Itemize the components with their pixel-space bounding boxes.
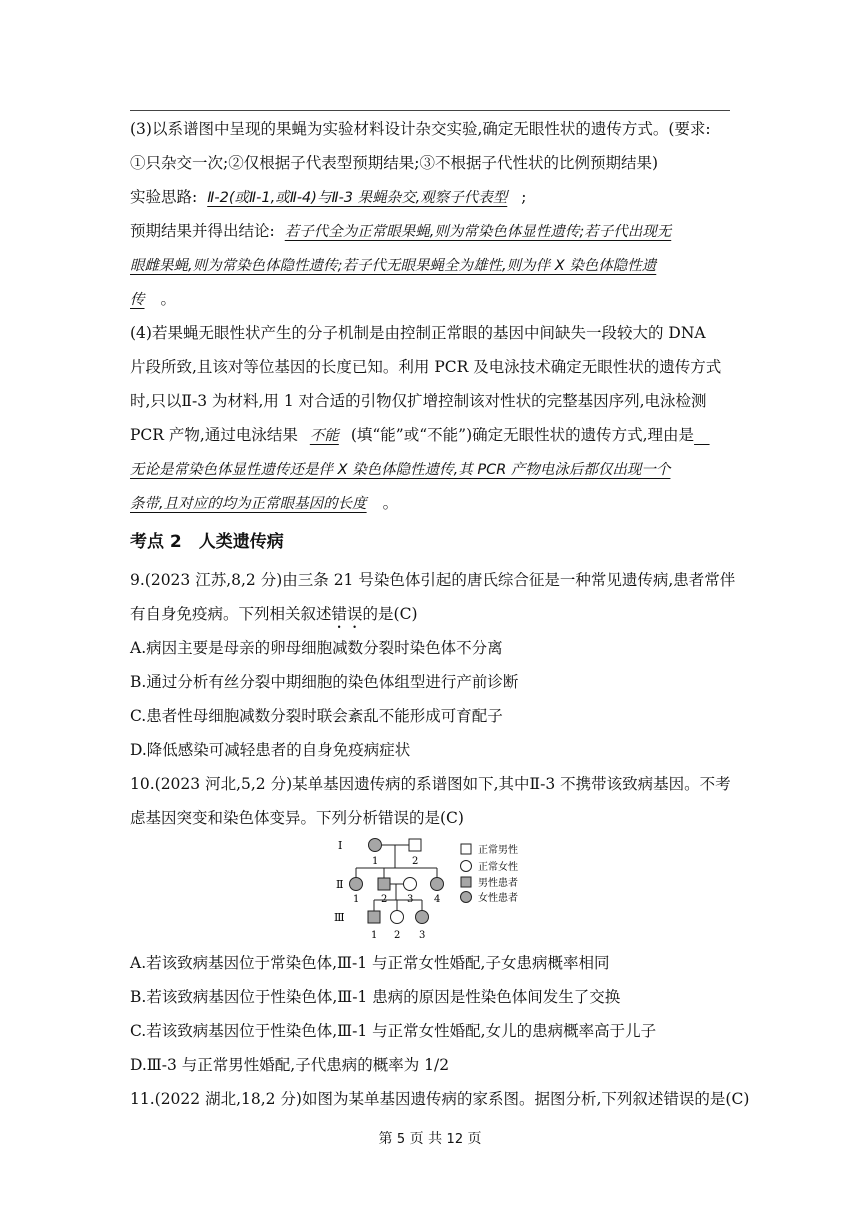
num-III1: 1 <box>371 930 378 941</box>
q4-reason-end: 。 <box>382 494 399 512</box>
q10-line2: 虑基因突变和染色体变异。下列分析错误的是(C) <box>130 809 464 827</box>
pedigree-I2-normal-male <box>409 839 421 851</box>
num-III2: 2 <box>394 930 401 941</box>
q10-option-a: A.若该致病基因位于常染色体,Ⅲ-1 与正常女性婚配,子女患病概率相同 <box>130 954 610 972</box>
q4-reason-2: 条带,且对应的均为正常眼基因的长度 <box>130 496 367 512</box>
legend-normal-male: 正常男性 <box>478 845 518 856</box>
page-number: 5 <box>396 1132 406 1147</box>
pedigree-III2-normal-female <box>391 911 404 924</box>
section-title: 考点 2 人类遗传病 <box>130 532 284 552</box>
legend-normal-female-icon <box>461 861 472 872</box>
legend-affected-female: 女性患者 <box>478 893 518 904</box>
num-I2: 2 <box>412 856 419 867</box>
emphasis-wrong: 错误 <box>331 605 363 623</box>
q3-result-line2 <box>130 255 656 276</box>
q3-idea-label: 实验思路: <box>130 188 198 206</box>
page-footer: 第 5 页 共 12 页 <box>378 1131 482 1147</box>
legend-normal-male-icon <box>461 844 471 854</box>
q3-result-answer-2: 眼雌果蝇,则为常染色体隐性遗传;若子代无眼果蝇全为雄性,则为伴 X 染色体隐性遗 <box>130 258 657 274</box>
q9-option-c: C.患者性母细胞减数分裂时联会紊乱不能形成可育配子 <box>130 707 503 725</box>
pedigree-III3-affected-female <box>416 911 429 924</box>
q10-option-b: B.若该致病基因位于性染色体,Ⅲ-1 患病的原因是性染色体间发生了交换 <box>130 988 621 1006</box>
q3-result-end: 。 <box>160 290 177 308</box>
q10-line1: 10.(2023 河北,5,2 分)某单基因遗传病的系谱图如下,其中Ⅱ-3 不携带该致病基因。不考 <box>130 775 731 793</box>
legend-affected-male-icon <box>461 877 471 887</box>
pedigree-III1-affected-male <box>368 911 380 923</box>
q4-reason-line1 <box>130 459 670 480</box>
num-II1: 1 <box>353 894 360 905</box>
q4-reason-1: 无论是常染色体显性遗传还是伴 X 染色体隐性遗传,其 PCR 产物电泳后都仅出现一个 <box>130 462 671 478</box>
q3-idea-answer: Ⅱ-2(或Ⅱ-1,或Ⅱ-4)与Ⅱ-3 果蝇杂交,观察子代表型 <box>207 190 508 206</box>
gen-label-I: Ⅰ <box>338 839 343 852</box>
q4-reason-line2 <box>130 493 398 514</box>
q10-option-d: D.Ⅲ-3 与正常男性婚配,子代患病的概率为 1/2 <box>130 1056 450 1074</box>
q3-result-answer-3: 传 <box>130 292 145 308</box>
q3-line2: ①只杂交一次;②仅根据子代表型预期结果;③不根据子代性状的比例预期结果) <box>130 154 658 172</box>
legend-normal-female: 正常女性 <box>478 862 518 873</box>
num-II4: 4 <box>434 894 441 905</box>
q4-line4-pre: PCR 产物,通过电泳结果 <box>130 426 298 444</box>
q4-answer: 不能 <box>309 428 339 444</box>
q3-line1: (3)以系谱图中呈现的果蝇为实验材料设计杂交实验,确定无眼性状的遗传方式。(要求: <box>130 120 711 138</box>
pedigree-chart <box>330 832 540 944</box>
gen-label-III: Ⅲ <box>334 911 345 924</box>
q9-line1: 9.(2023 江苏,8,2 分)由三条 21 号染色体引起的唐氏综合征是一种常见遗传病,患者常伴 <box>130 571 736 589</box>
pedigree-I1-affected-female <box>369 839 382 852</box>
q4-line1: (4)若果蝇无眼性状产生的分子机制是由控制正常眼的基因中间缺失一段较大的 DNA <box>130 324 706 342</box>
q9-option-d: D.降低感染可减轻患者的自身免疫病症状 <box>130 741 411 759</box>
q9-option-a: A.病因主要是母亲的卵母细胞减数分裂时染色体不分离 <box>130 639 503 657</box>
q4-line4-post: (填“能”或“不能”)确定无眼性状的遗传方式,理由是 <box>350 426 695 444</box>
num-III3: 3 <box>419 930 426 941</box>
legend-affected-male: 男性患者 <box>478 878 518 889</box>
q10-option-c: C.若该致病基因位于性染色体,Ⅲ-1 与正常女性婚配,女儿的患病概率高于儿子 <box>130 1022 657 1040</box>
q3-idea <box>130 187 527 208</box>
top-rule <box>130 110 730 111</box>
q11-line1: 11.(2022 湖北,18,2 分)如图为某单基因遗传病的家系图。据图分析,下列叙述错误的是(C) <box>130 1090 750 1108</box>
pedigree-II1-affected-female <box>350 878 363 891</box>
legend-affected-female-icon <box>461 892 472 903</box>
q9-option-b: B.通过分析有丝分裂中期细胞的染色体组型进行产前诊断 <box>130 673 519 691</box>
q3-result-answer-1: 若子代全为正常眼果蝇,则为常染色体显性遗传;若子代出现无 <box>284 224 672 240</box>
num-II2: 2 <box>381 894 388 905</box>
q3-idea-end: ; <box>521 188 527 206</box>
pedigree-II2-affected-male <box>378 878 390 890</box>
pedigree-II4-affected-female <box>431 878 444 891</box>
q4-line2: 片段所致,且该对等位基因的长度已知。利用 PCR 及电泳技术确定无眼性状的遗传方式 <box>130 358 722 376</box>
q9-line2: 有自身免疫病。下列相关叙述错误的是(C) <box>130 605 418 623</box>
gen-label-II: Ⅱ <box>336 878 344 891</box>
q3-result-line3 <box>130 289 176 310</box>
pedigree-II3-normal-female <box>404 878 417 891</box>
q3-result-line1 <box>130 221 671 242</box>
q4-line4 <box>130 425 710 446</box>
page-total: 12 <box>446 1132 464 1147</box>
q4-line3: 时,只以Ⅱ-3 为材料,用 1 对合适的引物仅扩增控制该对性状的完整基因序列,电泳检测 <box>130 392 707 410</box>
q3-result-label: 预期结果并得出结论: <box>130 222 275 240</box>
num-II3: 3 <box>407 894 414 905</box>
num-I1: 1 <box>372 856 379 867</box>
